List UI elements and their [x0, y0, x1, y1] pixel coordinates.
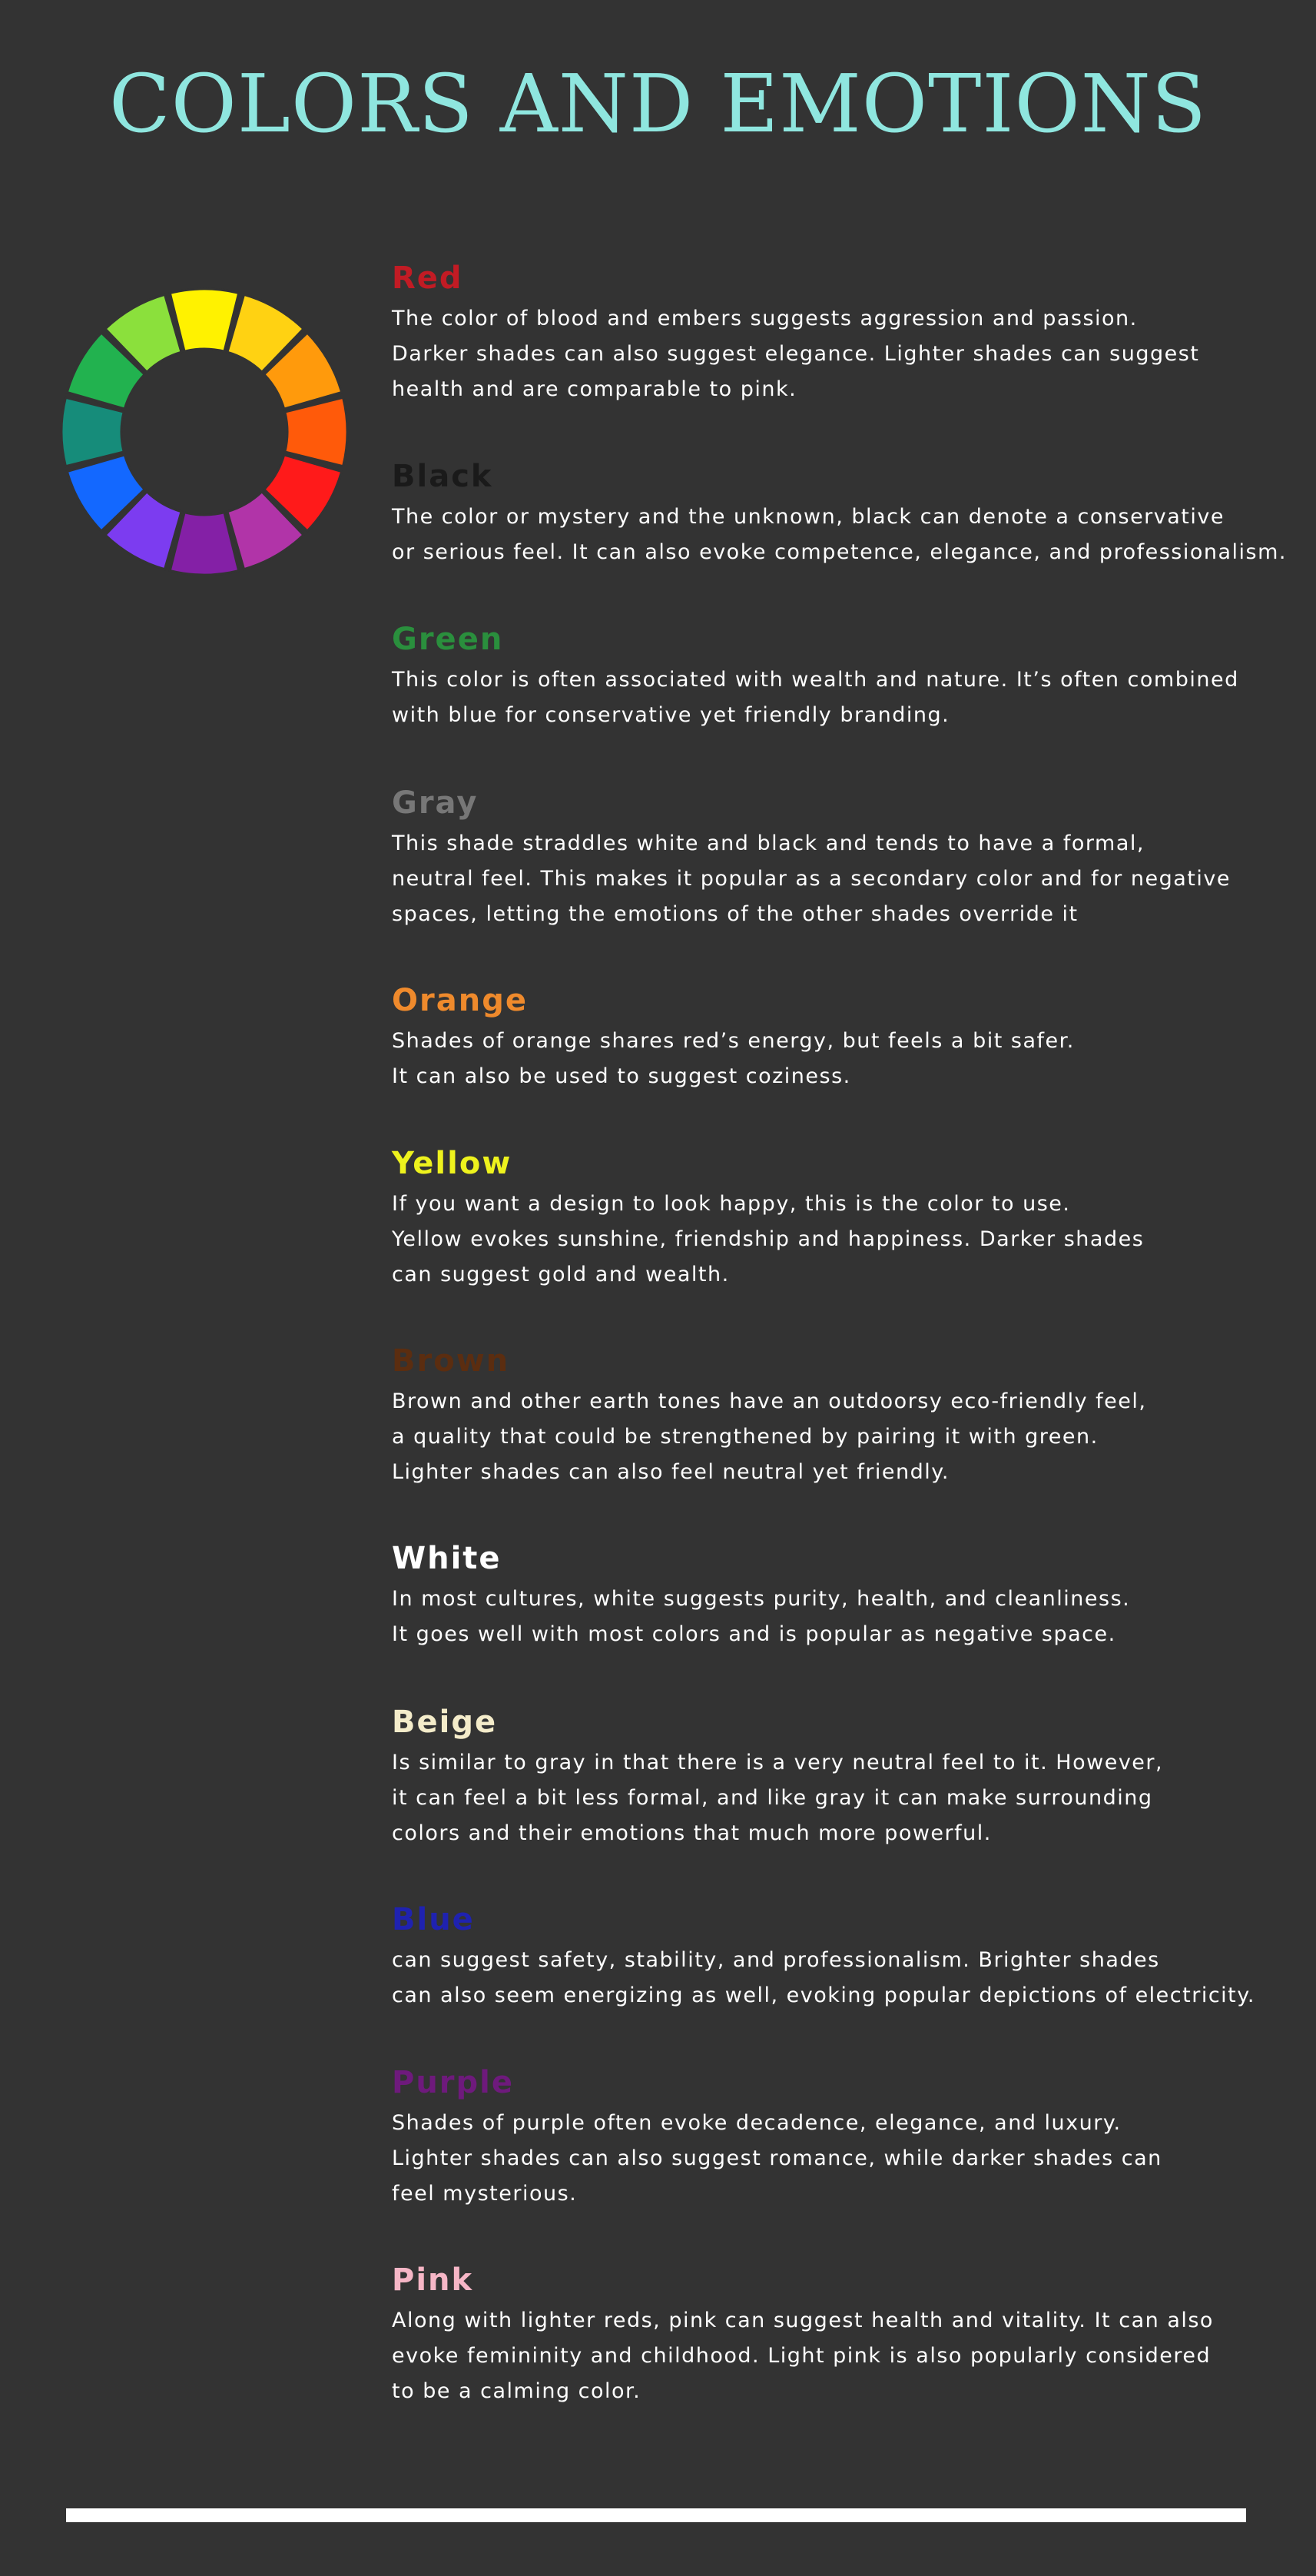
section-title: Blue	[392, 1902, 475, 1937]
section-green	[392, 616, 1239, 733]
section-description	[392, 1745, 1163, 1851]
color-wheel-icon	[51, 278, 358, 586]
description-line: Lighter shades can also feel neutral yet friendly.	[392, 1460, 950, 1484]
description-line: The color of blood and embers suggests aggression and passion.	[392, 307, 1138, 330]
section-description	[392, 1943, 1255, 2013]
section-title: Yellow	[392, 1146, 512, 1181]
section-description	[392, 1024, 1075, 1094]
wheel-segment	[170, 513, 238, 575]
footer-divider	[66, 2508, 1246, 2522]
section-orange	[392, 978, 1075, 1094]
wheel-segment	[170, 289, 238, 351]
section-title: Black	[392, 459, 493, 494]
description-line: it can feel a bit less formal, and like gray it can make surrounding	[392, 1786, 1153, 1810]
description-line: Brown and other earth tones have an outdoorsy eco-friendly feel,	[392, 1389, 1147, 1413]
section-gray	[392, 780, 1231, 932]
section-title: Gray	[392, 785, 479, 821]
description-line: can also seem energizing as well, evoking popular depictions of electricity.	[392, 1983, 1255, 2007]
section-brown	[392, 1338, 1147, 1490]
description-line: can suggest gold and wealth.	[392, 1263, 730, 1286]
description-line: It goes well with most colors and is popular as negative space.	[392, 1622, 1116, 1646]
section-title: Beige	[392, 1705, 498, 1740]
description-line: to be a calming color.	[392, 2379, 641, 2403]
section-description	[392, 826, 1231, 932]
description-line: It can also be used to suggest coziness.	[392, 1064, 851, 1088]
description-line: evoke femininity and childhood. Light pink is also popularly considered	[392, 2344, 1212, 2368]
description-line: colors and their emotions that much more powerful.	[392, 1821, 992, 1845]
section-yellow	[392, 1140, 1144, 1293]
section-description	[392, 2106, 1162, 2212]
section-pink	[392, 2257, 1214, 2409]
section-description	[392, 1187, 1144, 1293]
section-description	[392, 301, 1199, 407]
wheel-segment	[285, 397, 347, 466]
description-line: The color or mystery and the unknown, black can denote a conservative	[392, 505, 1225, 529]
description-line: neutral feel. This makes it popular as a secondary color and for negative	[392, 867, 1231, 891]
description-line: health and are comparable to pink.	[392, 377, 797, 401]
section-description	[392, 1384, 1147, 1490]
section-black	[392, 453, 1287, 570]
section-description	[392, 2303, 1214, 2409]
description-line: This color is often associated with wealth and nature. It’s often combined	[392, 668, 1239, 692]
section-red	[392, 255, 1199, 407]
section-description	[392, 500, 1287, 570]
description-line: Is similar to gray in that there is a very neutral feel to it. However,	[392, 1751, 1164, 1774]
section-beige	[392, 1699, 1163, 1851]
description-line: with blue for conservative yet friendly branding.	[392, 703, 950, 727]
section-title: Orange	[392, 983, 528, 1018]
description-line: feel mysterious.	[392, 2182, 578, 2206]
description-line: Darker shades can also suggest elegance. Lighter shades can suggest	[392, 342, 1200, 366]
description-line: This shade straddles white and black and tends to have a formal,	[392, 832, 1145, 855]
description-line: Shades of orange shares red’s energy, but feels a bit safer.	[392, 1029, 1075, 1053]
description-line: Lighter shades can also suggest romance, while darker shades can	[392, 2146, 1162, 2170]
description-line: Shades of purple often evoke decadence, elegance, and luxury.	[392, 2111, 1122, 2135]
section-white	[392, 1535, 1130, 1652]
section-title: Purple	[392, 2065, 514, 2100]
description-line: can suggest safety, stability, and professionalism. Brighter shades	[392, 1948, 1160, 1972]
section-blue	[392, 1897, 1255, 2013]
page-title: COLORS AND EMOTIONS	[109, 57, 1207, 151]
section-title: Red	[392, 261, 463, 296]
section-title: Pink	[392, 2262, 474, 2298]
section-title: Brown	[392, 1343, 510, 1379]
section-description	[392, 662, 1239, 733]
description-line: Along with lighter reds, pink can suggest health and vitality. It can also	[392, 2309, 1214, 2332]
wheel-segment	[61, 397, 124, 466]
description-line: In most cultures, white suggests purity, health, and cleanliness.	[392, 1587, 1131, 1611]
section-purple	[392, 2060, 1162, 2212]
section-title: White	[392, 1541, 502, 1576]
description-line: spaces, letting the emotions of the other shades override it	[392, 902, 1079, 926]
description-line: If you want a design to look happy, this is the color to use.	[392, 1192, 1071, 1216]
description-line: a quality that could be strengthened by pairing it with green.	[392, 1425, 1099, 1449]
description-line: Yellow evokes sunshine, friendship and happiness. Darker shades	[392, 1227, 1145, 1251]
section-description	[392, 1582, 1130, 1652]
section-title: Green	[392, 622, 504, 657]
description-line: or serious feel. It can also evoke competence, elegance, and professionalism.	[392, 540, 1287, 564]
